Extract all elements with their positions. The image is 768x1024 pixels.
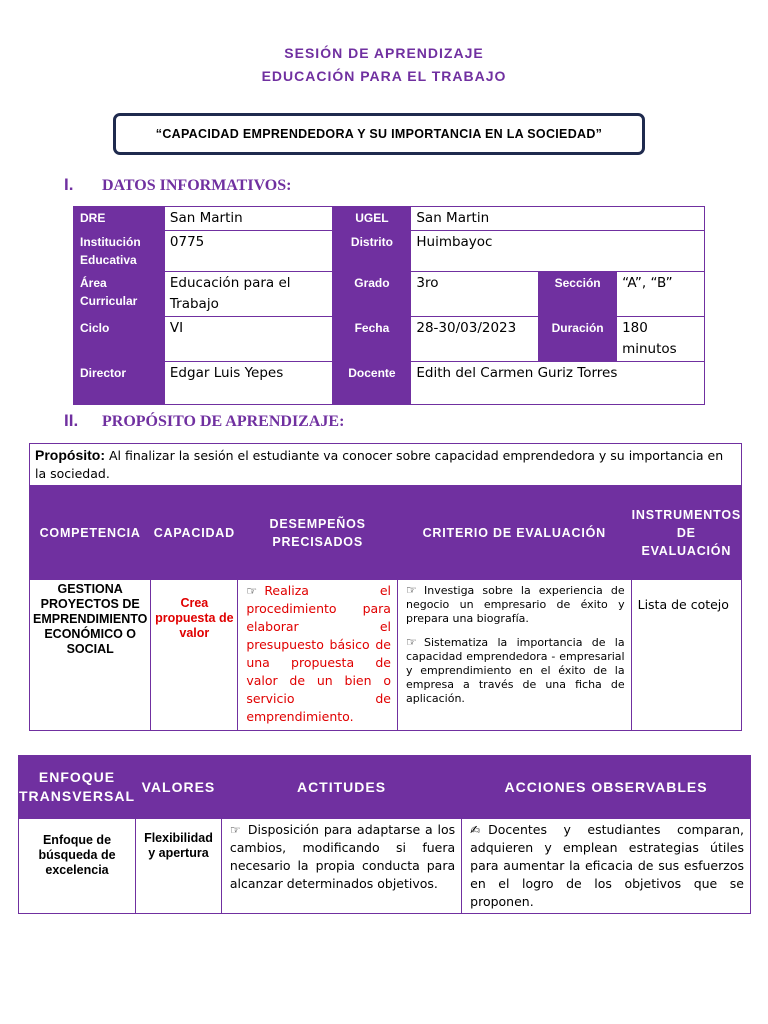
- proposito-table: [29, 443, 742, 731]
- section-title: DATOS INFORMATIVOS:: [102, 177, 292, 194]
- instrumento-cell: Lista de cotejo: [631, 580, 741, 731]
- header-acciones: ACCIONES OBSERVABLES: [462, 756, 751, 819]
- label-seccion: Sección: [539, 272, 617, 317]
- value-institucion: 0775: [164, 231, 333, 272]
- label-institucion: Institución Educativa: [74, 231, 165, 272]
- topic-title: “CAPACIDAD EMPRENDEDORA Y SU IMPORTANCIA EN LA SOCIEDAD”: [155, 127, 603, 141]
- value-distrito: Huimbayoc: [411, 231, 705, 272]
- section-datos-informativos: [64, 175, 291, 195]
- label-distrito: Distrito: [333, 231, 411, 272]
- label-area: Área Curricular: [74, 272, 165, 317]
- proposito-label: Propósito:: [35, 447, 105, 463]
- pointing-hand-icon: ☞: [405, 635, 417, 649]
- datos-informativos-table: [73, 206, 705, 405]
- header-instrumentos: INSTRUMENTOS DE EVALUACIÓN: [631, 486, 741, 580]
- criterio-item: [406, 583, 625, 626]
- criterio-item: [406, 635, 625, 706]
- label-director: Director: [74, 362, 165, 405]
- desempeno-cell: [238, 580, 398, 731]
- enfoque-cell: Enfoque de búsqueda de excelencia: [19, 819, 136, 914]
- criterio-text-1: Investiga sobre la experiencia de negocio un empresario de éxito y prepara una biografía.: [405, 584, 625, 625]
- header-valores: VALORES: [136, 756, 222, 819]
- valor-cell: Flexibilidad y apertura: [136, 819, 222, 914]
- doc-title-line2: EDUCACIÓN PARA EL TRABAJO: [261, 68, 507, 84]
- competencia-cell: GESTIONA PROYECTOS DE EMPRENDIMIENTO ECONÓMICO O SOCIAL: [30, 580, 151, 731]
- label-ugel: UGEL: [333, 207, 411, 231]
- actitud-text: Disposición para adaptarse a los cambios, modificando si fuera necesario la propia conducta para alcanzar determinados objetivos.: [229, 822, 456, 891]
- value-dre: San Martin: [164, 207, 333, 231]
- header-desempenos: DESEMPEÑOS PRECISADOS: [238, 486, 398, 580]
- value-grado: 3ro: [411, 272, 539, 317]
- criterio-text-2: Sistematiza la importancia de la capacidad emprendedora - empresarial y emprendimiento en el éxito de la empresa a través de una ficha de aplicación.: [405, 636, 625, 705]
- value-director: Edgar Luis Yepes: [164, 362, 333, 405]
- header-enfoque: ENFOQUE TRANSVERSAL: [19, 756, 136, 819]
- header-competencia: COMPETENCIA: [30, 486, 151, 580]
- desempeno-text: Realiza el procedimiento para elaborar el presupuesto básico de una propuesta de valor de un bien o servicio de emprendimiento.: [246, 583, 391, 724]
- criterio-cell: [397, 580, 631, 731]
- pointing-hand-icon: ☞: [246, 584, 258, 598]
- section-title: PROPÓSITO DE APRENDIZAJE:: [102, 413, 345, 430]
- header-actitudes: ACTITUDES: [221, 756, 461, 819]
- value-ugel: San Martin: [411, 207, 705, 231]
- section-number: II.: [64, 411, 79, 430]
- label-grado: Grado: [333, 272, 411, 317]
- value-duracion: 180 minutos: [617, 317, 705, 362]
- label-docente: Docente: [333, 362, 411, 405]
- accion-text: Docentes y estudiantes comparan, adquieren y emplean estrategias útiles para aumentar la eficacia de sus esfuerzos en el logro de los objetivos que se proponen.: [470, 822, 744, 909]
- capacidad-cell: Crea propuesta de valor: [151, 580, 238, 731]
- pointing-hand-icon: ☞: [405, 583, 417, 597]
- header-capacidad: CAPACIDAD: [151, 486, 238, 580]
- label-fecha: Fecha: [333, 317, 411, 362]
- label-duracion: Duración: [539, 317, 617, 362]
- section-number: I.: [64, 175, 74, 194]
- topic-box: [113, 113, 645, 155]
- value-docente: Edith del Carmen Guriz Torres: [411, 362, 705, 405]
- doc-title-line1: SESIÓN DE APRENDIZAJE: [284, 45, 484, 61]
- enfoque-table: [18, 755, 751, 914]
- value-seccion: “A”, “B”: [617, 272, 705, 317]
- value-ciclo: VI: [164, 317, 333, 362]
- section-proposito: [64, 411, 344, 431]
- proposito-text: Al finalizar la sesión el estudiante va conocer sobre capacidad emprendedora y su importancia en la sociedad.: [35, 448, 724, 481]
- value-fecha: 28-30/03/2023: [411, 317, 539, 362]
- pointing-hand-icon: ☞: [229, 823, 241, 837]
- value-area: Educación para el Trabajo: [164, 272, 333, 317]
- label-dre: DRE: [74, 207, 165, 231]
- label-ciclo: Ciclo: [74, 317, 165, 362]
- header-criterio: CRITERIO DE EVALUACIÓN: [397, 486, 631, 580]
- actitud-cell: [221, 819, 461, 914]
- writing-hand-icon: ✍: [470, 823, 481, 837]
- proposito-statement: [30, 444, 742, 486]
- accion-cell: [462, 819, 751, 914]
